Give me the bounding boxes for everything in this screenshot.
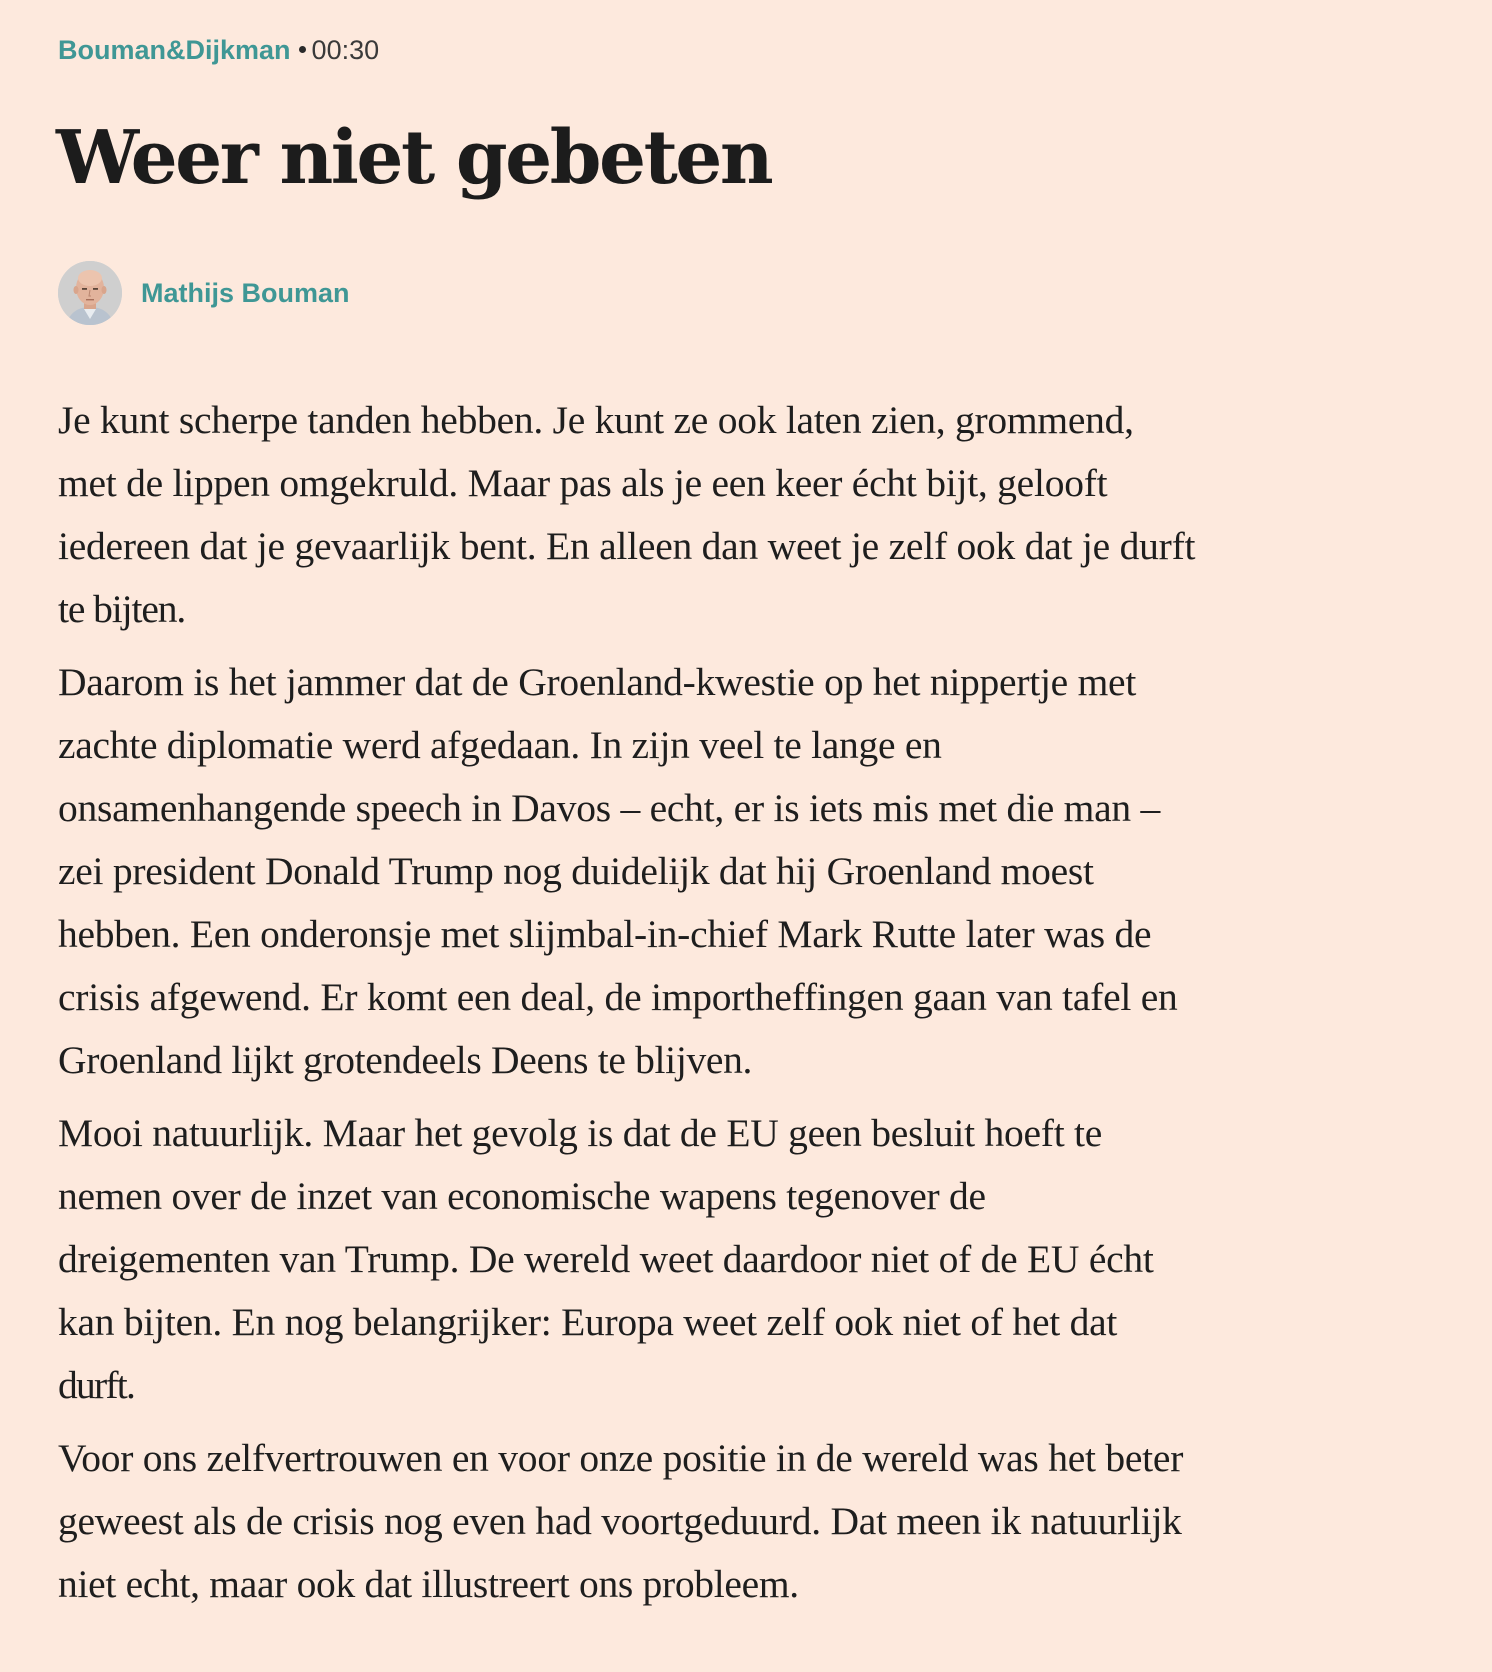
paragraph-line: Je kunt scherpe tanden hebben. Je kunt ze ook laten zien, grommend, (58, 398, 1134, 442)
paragraph-line: geweest als de crisis nog even had voortgeduurd. Dat meen ik natuurlijk (58, 1499, 1182, 1543)
paragraph (58, 1427, 1358, 1616)
paragraph-line: met de lippen omgekruld. Maar pas als je een keer écht bijt, gelooft (58, 461, 1108, 505)
paragraph-line: crisis afgewend. Er komt een deal, de importheffingen gaan van tafel en (58, 975, 1178, 1019)
paragraph-line: iedereen dat je gevaarlijk bent. En alleen dan weet je zelf ook dat je durft (58, 524, 1196, 568)
paragraph-line: Groenland lijkt grotendeels Deens te blijven. (58, 1038, 753, 1082)
paragraph (58, 1102, 1358, 1417)
article-body (58, 389, 1358, 1626)
author-link[interactable]: Mathijs Bouman (141, 277, 350, 308)
author-portrait-icon (58, 261, 122, 325)
publish-time: 00:30 (311, 35, 380, 65)
paragraph-line: Voor ons zelfvertrouwen en voor onze positie in de wereld was het beter (58, 1436, 1184, 1480)
author-avatar-icon[interactable] (58, 261, 122, 325)
paragraph (58, 389, 1358, 641)
paragraph-line: niet echt, maar ook dat illustreert ons probleem. (58, 1562, 799, 1606)
paragraph-line: Daarom is het jammer dat de Groenland-kwestie op het nippertje met (58, 660, 1137, 704)
article-meta (58, 33, 379, 67)
byline (58, 261, 350, 325)
paragraph-line: nemen over de inzet van economische wapens tegenover de (58, 1174, 986, 1218)
paragraph-line: kan bijten. En nog belangrijker: Europa weet zelf ook niet of het dat (58, 1300, 1118, 1344)
series-link[interactable]: Bouman&Dijkman (58, 35, 291, 65)
paragraph (58, 651, 1358, 1092)
paragraph-line: Mooi natuurlijk. Maar het gevolg is dat de EU geen besluit hoeft te (58, 1111, 1103, 1155)
paragraph-line: hebben. Een onderonsje met slijmbal-in-chief Mark Rutte later was de (58, 912, 1152, 956)
paragraph-line: zachte diplomatie werd afgedaan. In zijn veel te lange en (58, 723, 942, 767)
paragraph-line: durft. (58, 1363, 135, 1407)
article-title: Weer niet gebeten (56, 115, 772, 201)
bullet-dot-icon (299, 46, 306, 53)
paragraph-line: dreigementen van Trump. De wereld weet daardoor niet of de EU écht (58, 1237, 1154, 1281)
paragraph-line: te bijten. (58, 587, 186, 631)
paragraph-line: onsamenhangende speech in Davos – echt, er is iets mis met die man – (58, 786, 1161, 830)
paragraph-line: zei president Donald Trump nog duidelijk dat hij Groenland moest (58, 849, 1094, 893)
